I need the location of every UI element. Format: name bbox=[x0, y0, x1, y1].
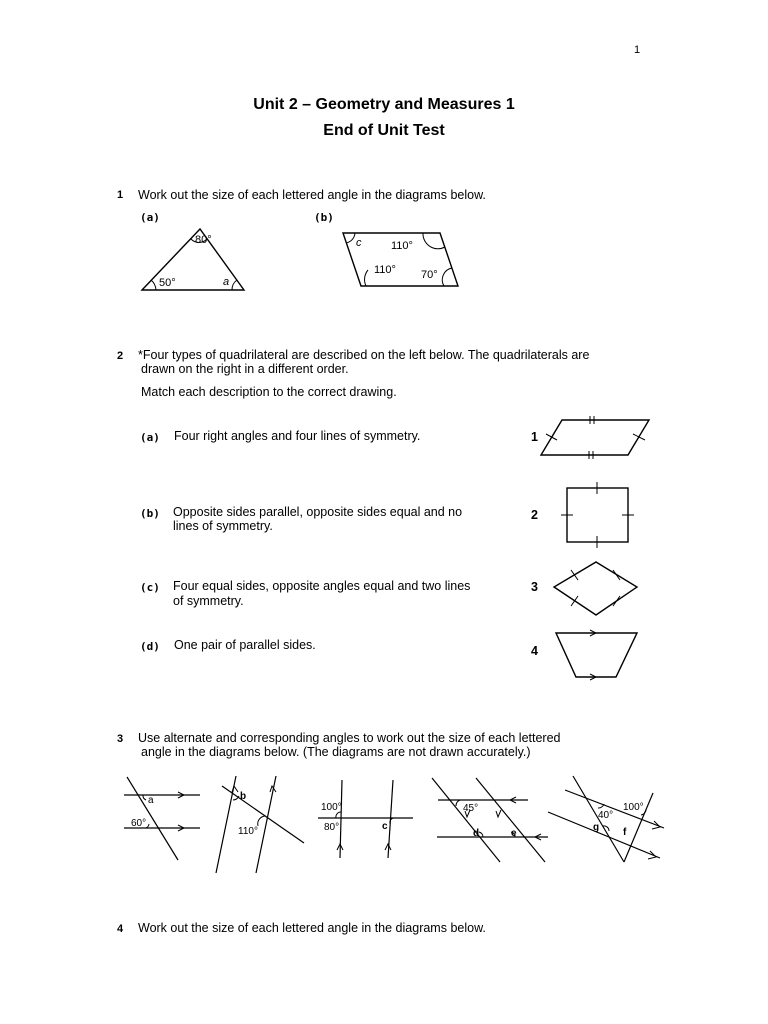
q3-d3-angle-c: c bbox=[382, 821, 388, 832]
q3-d1-angle-60: 60° bbox=[131, 818, 147, 829]
q3-diagram-4 bbox=[432, 778, 548, 862]
shape-number-4: 4 bbox=[531, 644, 538, 658]
shape-number-3: 3 bbox=[531, 580, 538, 594]
q2-part-a-text: Four right angles and four lines of symmetry. bbox=[174, 429, 421, 443]
q3-d4-angle-e: e bbox=[511, 828, 517, 839]
q3-d3-angle-80: 80° bbox=[324, 822, 340, 833]
question-2-text-line1: *Four types of quadrilateral are described on the left below. The quadrilaterals are bbox=[138, 348, 590, 362]
q3-d3-angle-100: 100° bbox=[321, 802, 342, 813]
q2-part-d-label: (d) bbox=[140, 640, 160, 653]
q3-d5-angle-g: g bbox=[593, 822, 600, 833]
question-3-text-line2: angle in the diagrams below. (The diagrams are not drawn accurately.) bbox=[141, 745, 531, 759]
q3-d5-angle-100: 100° bbox=[623, 802, 644, 813]
question-3-text-line1: Use alternate and corresponding angles to work out the size of each lettered bbox=[138, 731, 561, 745]
parallelogram-bottom-left-angle: 110° bbox=[374, 264, 396, 276]
q2-part-c-text-line2: of symmetry. bbox=[173, 594, 244, 608]
triangle-unknown-angle: a bbox=[223, 276, 230, 288]
q3-d2-angle-110: 110° bbox=[238, 826, 258, 837]
q1-part-a-label: (a) bbox=[140, 211, 160, 224]
question-1-number: 1 bbox=[117, 189, 124, 201]
q3-d5-angle-f: f bbox=[623, 827, 627, 838]
parallelogram-unknown-angle: c bbox=[356, 237, 362, 249]
question-2-text-line2: drawn on the right in a different order. bbox=[141, 362, 349, 376]
shape-number-1: 1 bbox=[531, 430, 538, 444]
q2-part-c-label: (c) bbox=[140, 581, 160, 594]
shape-number-2: 2 bbox=[531, 508, 538, 522]
q3-d5-angle-40: 40° bbox=[598, 810, 614, 821]
q2-part-b-text-line1: Opposite sides parallel, opposite sides equal and no bbox=[173, 505, 463, 519]
q3-d1-angle-a: a bbox=[148, 795, 154, 806]
page-title: Unit 2 – Geometry and Measures 1 bbox=[253, 96, 515, 113]
parallelogram-bottom-right-angle: 70° bbox=[421, 269, 438, 281]
question-2-number: 2 bbox=[117, 350, 124, 362]
question-4-number: 4 bbox=[117, 923, 124, 935]
page-subtitle: End of Unit Test bbox=[323, 122, 445, 139]
q3-diagram-1 bbox=[124, 777, 200, 860]
q2-part-d-text: One pair of parallel sides. bbox=[174, 638, 316, 652]
question-1-text: Work out the size of each lettered angle in the diagrams below. bbox=[138, 188, 486, 202]
q3-d2-angle-b: b bbox=[240, 791, 247, 802]
q2-part-a-label: (a) bbox=[140, 431, 160, 444]
q3-d4-angle-45: 45° bbox=[463, 803, 479, 814]
q3-d4-angle-d: d bbox=[473, 828, 480, 839]
question-4-text: Work out the size of each lettered angle in the diagrams below. bbox=[138, 921, 486, 935]
question-3-number: 3 bbox=[117, 733, 124, 745]
q3-diagram-5 bbox=[548, 776, 664, 862]
question-2-instruction: Match each description to the correct drawing. bbox=[141, 385, 397, 399]
triangle-left-angle: 50° bbox=[159, 277, 176, 289]
q2-part-b-label: (b) bbox=[140, 507, 160, 520]
q1-part-b-label: (b) bbox=[314, 211, 334, 224]
q2-part-c-text-line1: Four equal sides, opposite angles equal and two lines bbox=[173, 579, 471, 593]
q2-part-b-text-line2: lines of symmetry. bbox=[173, 519, 273, 533]
parallelogram-top-right-angle: 110° bbox=[391, 240, 413, 252]
page-number: 1 bbox=[634, 44, 641, 56]
triangle-top-angle: 80° bbox=[195, 234, 212, 246]
q3-diagram-3 bbox=[318, 780, 413, 858]
q3-diagram-2 bbox=[216, 776, 304, 873]
